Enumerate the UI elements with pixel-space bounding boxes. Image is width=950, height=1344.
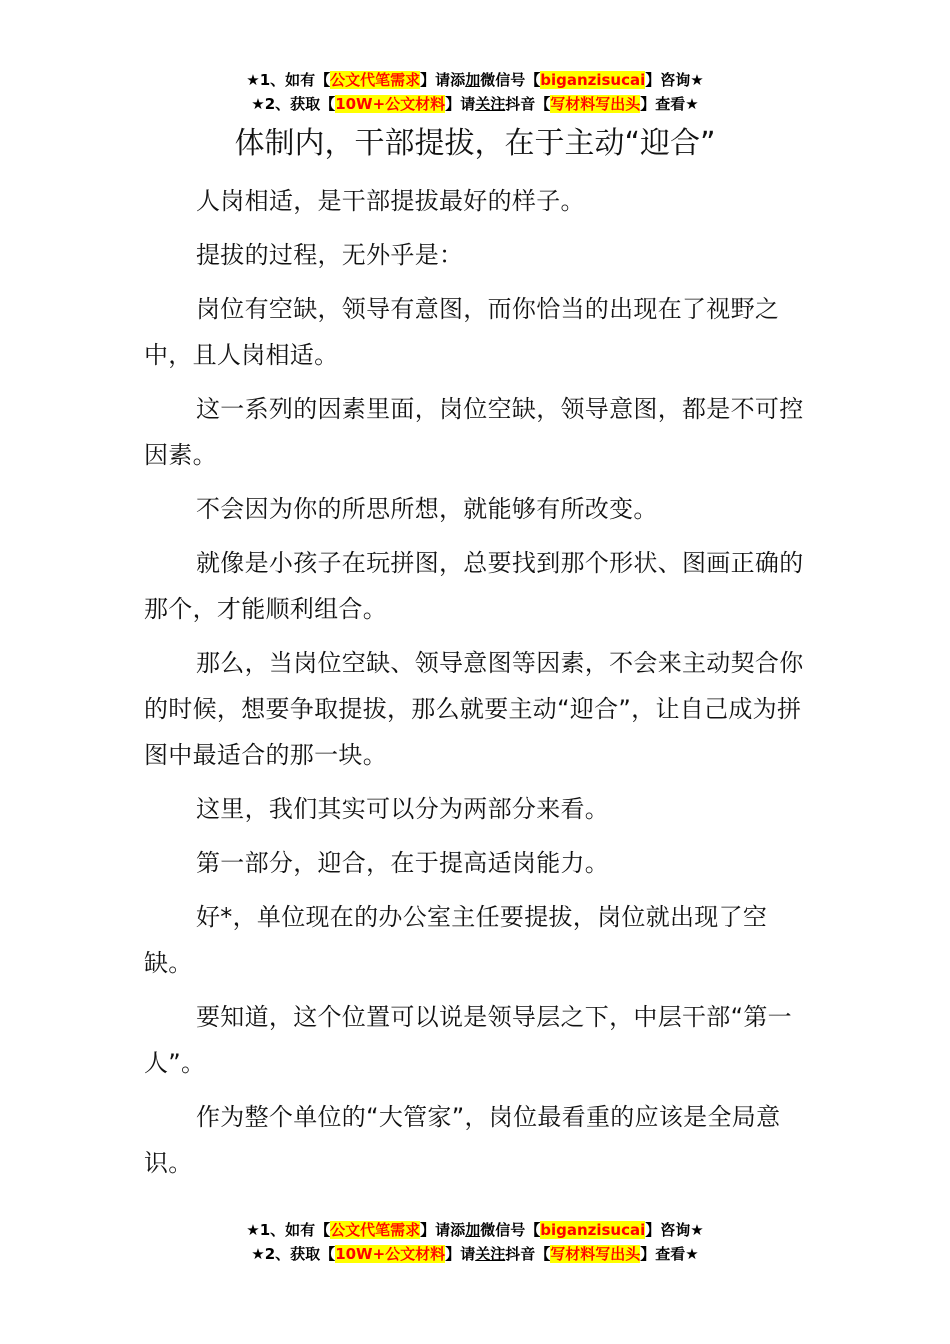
banner-text: 】请 xyxy=(445,95,476,113)
highlight-text: 公文代笔需求 xyxy=(330,1221,421,1239)
banner-text: ★1、如有【 xyxy=(246,1221,331,1239)
highlight-text: biganzisucai xyxy=(540,71,646,89)
document-body xyxy=(144,178,808,1194)
paragraph: 好*，单位现在的办公室主任要提拔，岗位就出现了空缺。 xyxy=(144,903,768,977)
banner-text: 微信号【 xyxy=(480,1221,541,1239)
paragraph: 第一部分，迎合，在于提高适岗能力。 xyxy=(196,849,610,877)
paragraph: 不会因为你的所思所想，就能够有所改变。 xyxy=(196,495,658,523)
highlight-text: 公文代笔需求 xyxy=(330,71,421,89)
banner-text: ★1、如有【 xyxy=(246,71,331,89)
paragraph: 这一系列的因素里面，岗位空缺，领导意图，都是不可控因素。 xyxy=(144,395,804,469)
paragraph: 作为整个单位的“大管家”，岗位最看重的应该是全局意识。 xyxy=(144,1103,781,1177)
paragraph: 岗位有空缺，领导有意图，而你恰当的出现在了视野之中，且人岗相适。 xyxy=(144,295,780,369)
underlined-text: 关注 xyxy=(475,1245,506,1263)
paragraph: 那么，当岗位空缺、领导意图等因素，不会来主动契合你的时候，想要争取提拔，那么就要主动“迎合”，让自己成为拼图中最适合的那一块。 xyxy=(144,649,804,769)
banner-line-1 xyxy=(0,68,950,92)
banner-text: ★2、获取【 xyxy=(251,95,336,113)
top-banner xyxy=(0,68,950,116)
paragraph: 提拔的过程，无外乎是： xyxy=(196,241,464,269)
banner-text: 微信号【 xyxy=(480,71,541,89)
highlight-text: 10W+公文材料 xyxy=(335,95,446,113)
document-title: 体制内，干部提拔，在于主动“迎合” xyxy=(234,126,716,161)
highlight-text: 写材料写出头 xyxy=(550,1245,641,1263)
banner-text: 】咨询★ xyxy=(645,71,704,89)
banner-text: 抖音【 xyxy=(505,95,551,113)
banner-text: 】咨询★ xyxy=(645,1221,704,1239)
banner-text: ★2、获取【 xyxy=(251,1245,336,1263)
banner-line-2 xyxy=(0,1242,950,1266)
banner-text: 】请 xyxy=(445,1245,476,1263)
banner-line-1 xyxy=(0,1218,950,1242)
paragraph: 这里，我们其实可以分为两部分来看。 xyxy=(196,795,610,823)
paragraph: 就像是小孩子在玩拼图，总要找到那个形状、图画正确的那个，才能顺利组合。 xyxy=(144,549,804,623)
paragraph: 要知道，这个位置可以说是领导层之下，中层干部“第一人”。 xyxy=(144,1003,792,1077)
banner-text: 】请添 xyxy=(420,1221,466,1239)
underlined-text: 加 xyxy=(465,1221,481,1239)
highlight-text: 10W+公文材料 xyxy=(335,1245,446,1263)
highlight-text: 写材料写出头 xyxy=(550,95,641,113)
underlined-text: 加 xyxy=(465,71,481,89)
highlight-text: biganzisucai xyxy=(540,1221,646,1239)
banner-text: 】查看★ xyxy=(640,95,699,113)
banner-line-2 xyxy=(0,92,950,116)
banner-text: 】请添 xyxy=(420,71,466,89)
paragraph: 人岗相适，是干部提拔最好的样子。 xyxy=(196,187,585,215)
underlined-text: 关注 xyxy=(475,95,506,113)
banner-text: 】查看★ xyxy=(640,1245,699,1263)
bottom-banner xyxy=(0,1218,950,1266)
banner-text: 抖音【 xyxy=(505,1245,551,1263)
